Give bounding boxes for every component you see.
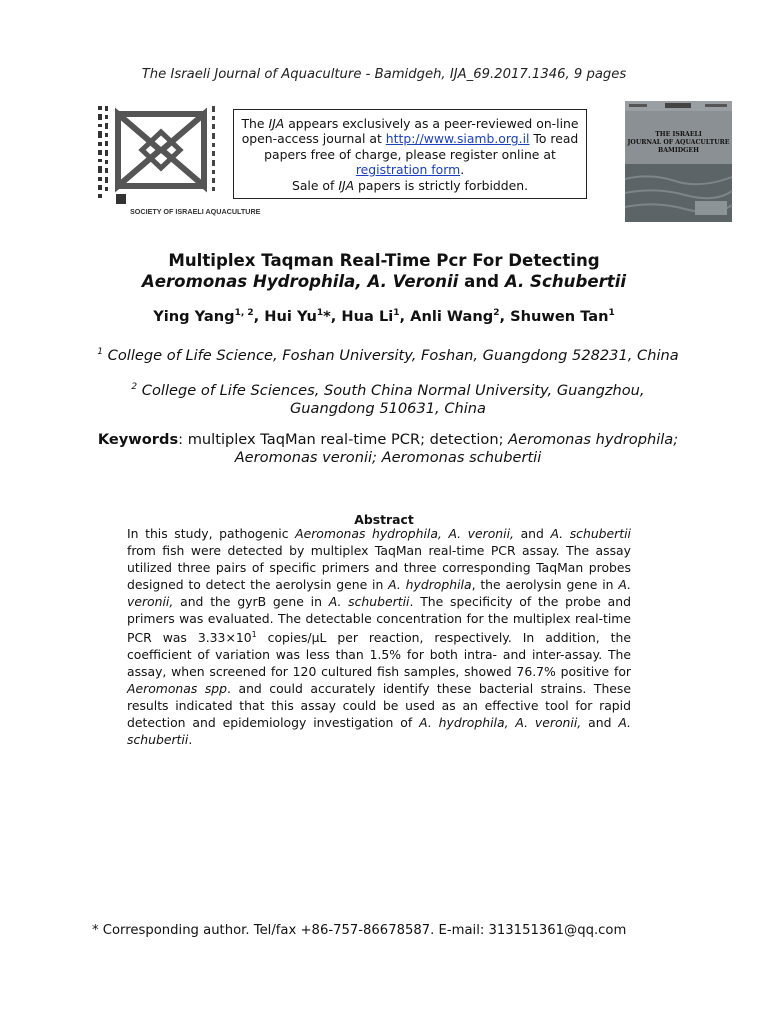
- svg-text:SOCIETY OF ISRAELI AQUACULTURE: SOCIETY OF ISRAELI AQUACULTURE: [130, 207, 261, 216]
- abstract-segment: Aeromonas hydrophila, A. veronii,: [295, 526, 514, 541]
- abstract-segment: . The specificity of the probe and primers was evaluated. The detectable concentration for the multiplex real-time PCR was 3.33×10: [127, 593, 631, 646]
- abstract-segment: In this study, pathogenic: [127, 526, 296, 541]
- journal-citation-line: The Israeli Journal of Aquaculture - Bamidgeh, IJA_69.2017.1346, 9 pages: [141, 67, 627, 82]
- registration-form-link[interactable]: registration form: [355, 162, 461, 178]
- siamb-website-link[interactable]: http://www.siamb.org.il: [385, 131, 530, 147]
- abstract-segment: and: [513, 526, 551, 541]
- abstract-segment: . and could accurately identify these bacterial strains. These results indicated that this assay could be used as an effective tool for rapid detection and epidemiology investigation of: [127, 681, 631, 731]
- abstract-body: [127, 526, 631, 749]
- abstract-segment: A. schubertii: [127, 715, 631, 747]
- society-logo: [96, 100, 261, 218]
- abstract-segment: and the gyrB gene in: [173, 593, 329, 609]
- abstract-segment: A. hydrophila, A. veronii,: [419, 715, 582, 731]
- paper-title: Multiplex Taqman Real-Time Pcr For Detecting Aeromonas Hydrophila, A. Veronii and A. Schubertii: [141, 251, 627, 291]
- author: Hua Li: [341, 308, 394, 325]
- abstract-segment: A. schubertii: [550, 526, 631, 541]
- keywords: Keywords: multiplex TaqMan real-time PCR; detection; Aeromonas hydrophila; Aeromonas veronii; Aeromonas schubertii: [97, 431, 679, 466]
- abstract-heading: Abstract: [354, 512, 414, 527]
- abstract-segment: Aeromonas spp: [127, 681, 228, 697]
- abstract-segment: .: [188, 732, 193, 747]
- corresponding-author-footnote: * Corresponding author. Tel/fax +86-757-86678587. E-mail: 313151361@qq.com: [92, 923, 627, 938]
- open-access-notice: The IJA appears exclusively as a peer-reviewed on-line open-access journal at http://www.siamb.org.il To read papers free of charge, please register online at registration form. Sale of IJA papers is strictly forbidden.: [233, 109, 587, 199]
- abstract-segment: A. veronii,: [127, 576, 632, 609]
- affiliation-1: $^1$ College of Life Science, Foshan University, Foshan, Guangdong 528231, China: [97, 346, 679, 364]
- cover-title-line3: BAMIDGEH: [658, 147, 699, 154]
- abstract-segment: A. hydrophila: [388, 576, 472, 592]
- affiliation-2: $^2$ College of Life Sciences, South China Normal University, Guangzhou, Guangdong 510631, China: [131, 381, 645, 417]
- cover-title-line1: THE ISRAELI: [655, 131, 702, 138]
- abstract-segment: copies/μL per reaction, respectively. In addition, the coefficient of variation was less than 1.5% for both intra- and inter-assay. The assay, when screened for 120 cultured fish samples, showed 76.7% positive for: [127, 630, 631, 680]
- author: Ying Yang: [153, 308, 235, 325]
- abstract-segment: 1: [251, 630, 257, 640]
- author: Anli Wang: [410, 308, 494, 325]
- cover-title-line2: JOURNAL OF AQUACULTURE: [627, 139, 730, 146]
- abstract-segment: and: [581, 715, 619, 731]
- abstract-segment: A. schubertii: [328, 593, 410, 609]
- abstract-segment: , the aerolysin gene in: [471, 576, 619, 592]
- author-list: Ying Yang$^{1, 2}$, Hui Yu$^1$*, Hua Li$^1$, Anli Wang$^2$, Shuwen Tan$^1$: [153, 308, 615, 325]
- author: Shuwen Tan: [510, 308, 609, 325]
- journal-cover-image: [625, 101, 732, 222]
- abstract-segment: from fish were detected by multiplex TaqMan real-time PCR assay. The assay utilized three pairs of specific primers and three corresponding TaqMan probes designed to detect the aerolysin gene in: [127, 542, 631, 592]
- author: Hui Yu: [264, 308, 317, 325]
